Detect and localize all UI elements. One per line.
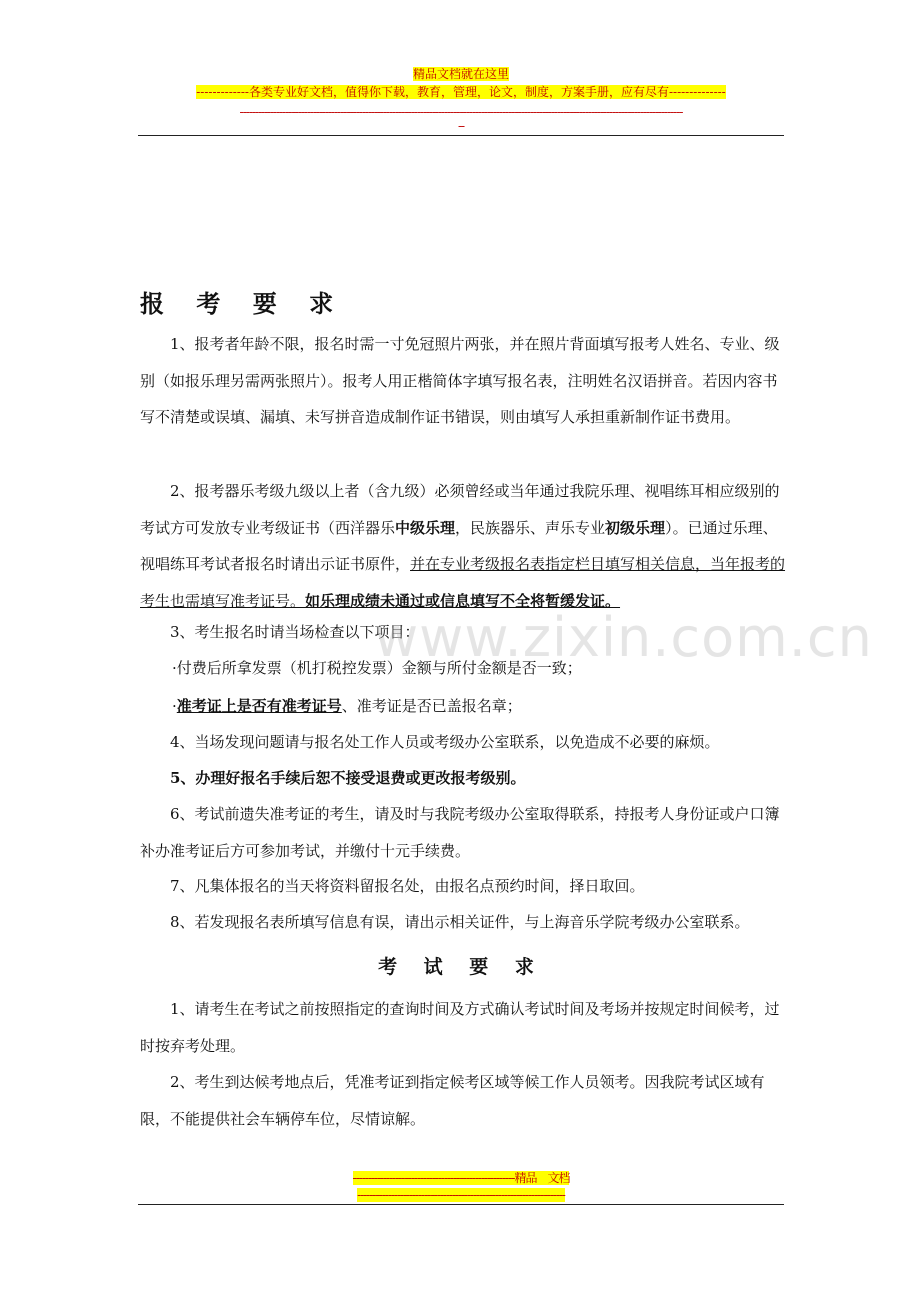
header-title: 精品文档就在这里 bbox=[412, 67, 509, 81]
registration-item-2 bbox=[140, 473, 788, 619]
watermark: www.zixin.com.cn bbox=[374, 606, 873, 669]
registration-item-4: 4、当场发现问题请与报名处工作人员或考级办公室联系，以免造成不必要的麻烦。 bbox=[170, 733, 720, 751]
check-item-rest: 、准考证是否已盖报名章； bbox=[341, 697, 522, 715]
item-2-underlined-info: 并在专业考级报名表指定栏目填写相关信息，当年报考的考生也需填写准考证号。 bbox=[140, 555, 786, 610]
header-tagline: -------------各类专业好文档，值得你下载，教育，管理，论文，制度，方案手册，应有尽有-------------- bbox=[196, 85, 726, 99]
header-dash-line: ------------------------------------------------------------------------------------------------------------------------------------------------- bbox=[239, 105, 683, 119]
item-2-text-a: 2、报考器乐考级九级以上者（含九级）必须曾经或当年通过我院乐理、视唱练耳相应级别的考试方可发放专业考级证书（西洋器乐 bbox=[140, 482, 780, 537]
header-title-row bbox=[138, 66, 784, 82]
check-item-invoice: ·付费后所拿发票（机打税控发票）金额与所付金额是否一致； bbox=[172, 659, 582, 677]
item-2-bold-intermediate-theory: 中级乐理 bbox=[395, 518, 456, 537]
item-2-bold-warning: 如乐理成绩未通过或信息填写不全将暂缓发证。 bbox=[305, 591, 621, 610]
footer-line-1: -----------------------------------------------------精品 文档 bbox=[352, 1171, 570, 1185]
item-2-bold-elementary-theory: 初级乐理 bbox=[605, 518, 666, 537]
check-item-bold: 准考证上是否有准考证号 bbox=[176, 697, 342, 715]
registration-item-1: 1、报考者年龄不限，报名时需一寸免冠照片两张，并在照片背面填写报考人姓名、专业、级别（如报乐理另需两张照片）。报考人用正楷简体字填写报名表，注明姓名汉语拼音。若因内容书写不清楚或误填、漏填、未写拼音造成制作证书错误，则由填写人承担重新制作证书费用。 bbox=[140, 335, 780, 426]
exam-item-2: 2、考生到达候考地点后，凭准考证到指定候考区域等候工作人员领考。因我院考试区域有限，不能提供社会车辆停车位，尽情谅解。 bbox=[140, 1073, 765, 1128]
registration-item-7: 7、凡集体报名的当天将资料留报名处，由报名点预约时间，择日取回。 bbox=[170, 877, 645, 895]
footer-line-2: -------------------------------------------------------------------- bbox=[357, 1188, 565, 1202]
item-2-text-e: ）。已通过乐理、视唱练耳考试者报名时请出示证书原件， bbox=[140, 518, 778, 573]
exam-item-1: 1、请考生在考试之前按照指定的查询时间及方式确认考试时间及考场并按规定时间候考，过时按弃考处理。 bbox=[140, 1000, 780, 1055]
footer-rule bbox=[138, 1204, 784, 1205]
section-title-registration: 报 考 要 求 bbox=[140, 289, 346, 318]
registration-item-6: 6、考试前遗失准考证的考生，请及时与我院考级办公室取得联系，持报考人身份证或户口簿补办准考证后方可参加考试，并缴付十元手续费。 bbox=[140, 805, 780, 860]
check-item-admission-ticket bbox=[172, 688, 522, 724]
header-rule bbox=[138, 135, 784, 136]
footer-line-2-row bbox=[138, 1187, 784, 1203]
registration-item-8: 8、若发现报名表所填写信息有误，请出示相关证件，与上海音乐学院考级办公室联系。 bbox=[170, 913, 750, 931]
footer-line-1-row bbox=[138, 1170, 784, 1186]
registration-item-3: 3、考生报名时请当场检查以下项目： bbox=[170, 623, 420, 641]
bullet-dot: · bbox=[172, 697, 177, 715]
section-title-exam: 考 试 要 求 bbox=[378, 956, 544, 978]
header-tagline-row bbox=[138, 84, 784, 100]
item-2-text-c: ，民族器乐、声乐专业 bbox=[455, 518, 606, 537]
registration-item-5: 5、办理好报名手续后恕不接受退费或更改报考级别。 bbox=[170, 769, 526, 787]
header-dash-tail: -- bbox=[457, 119, 465, 133]
